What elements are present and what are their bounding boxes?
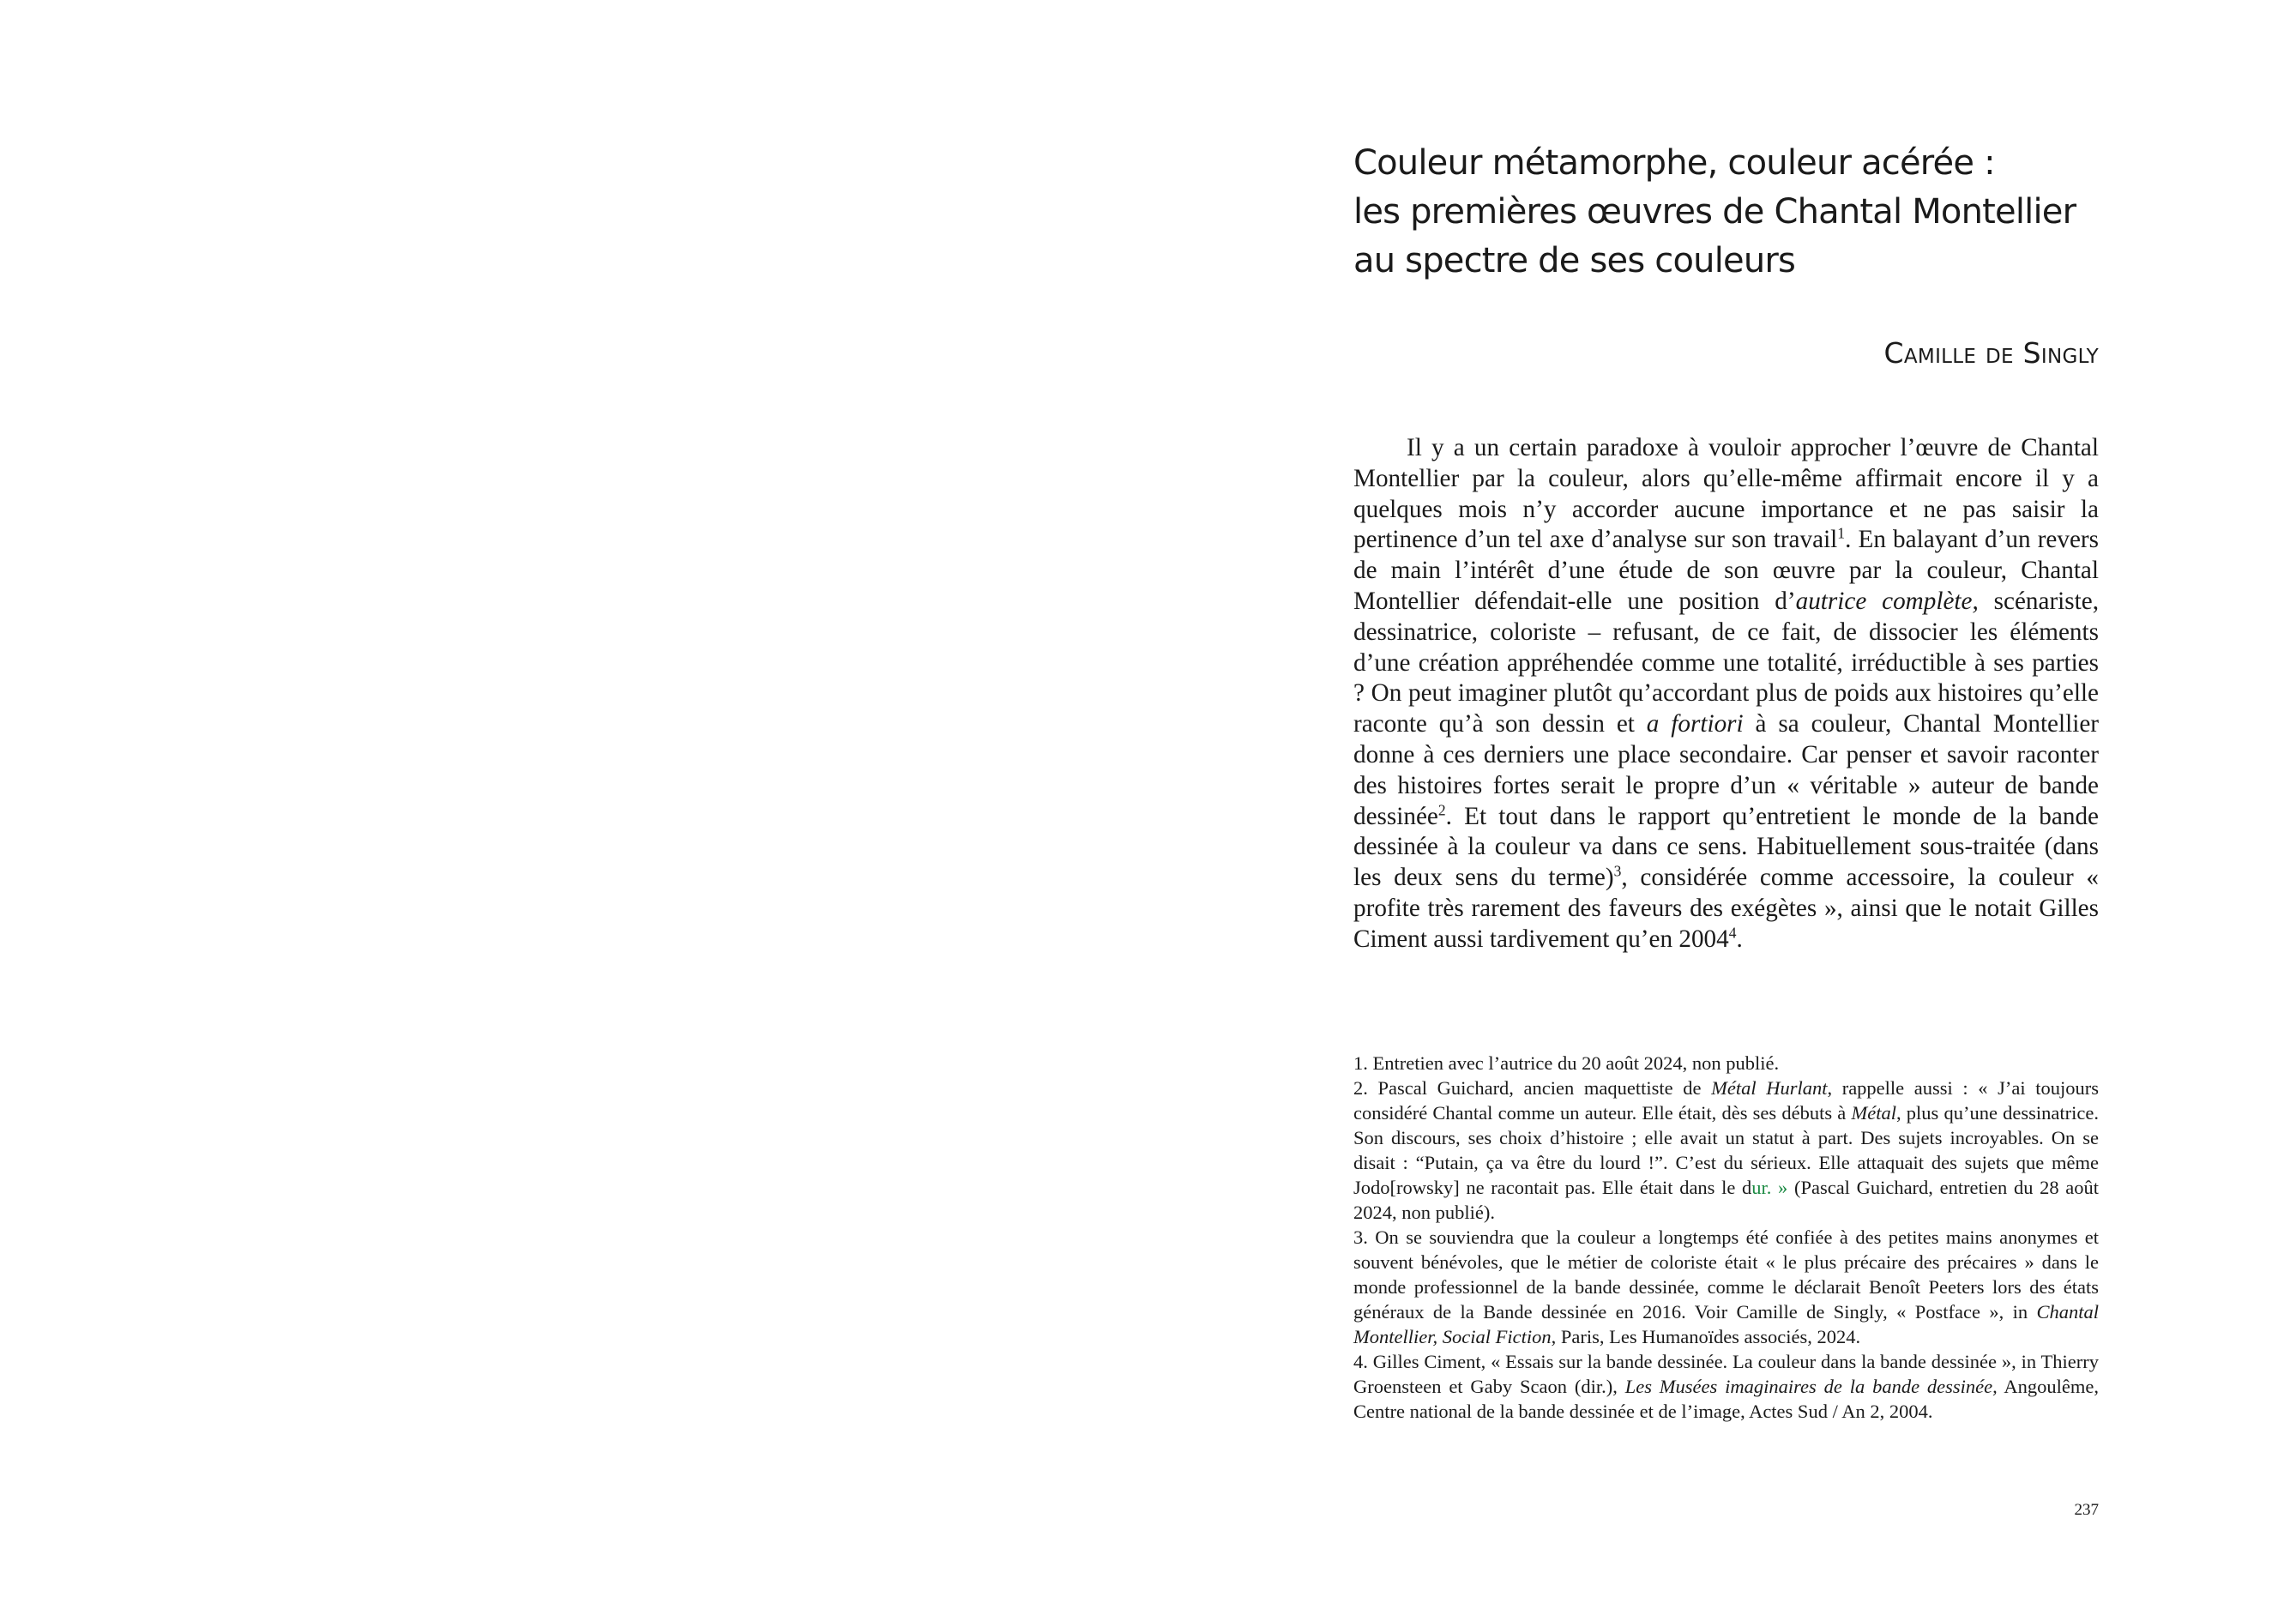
- footnote-text: 3. On se souviendra que la couleur a longtemps été confiée à des petites mains anonymes et souvent bénévoles, que le métier de coloriste était « le plus précaire des précaires » dans le monde professionnel de la bande dessinée, comme le déclarait Benoît Peeters lors des états généraux de la Bande dessinée en 2016. Voir Camille de Singly, « Postface », in: [1353, 1226, 2099, 1323]
- page-number: 237: [2074, 1501, 2099, 1519]
- footnote-italic: Métal: [1851, 1102, 1896, 1124]
- body-paragraph: [1353, 433, 2099, 955]
- footnote-italic: Les Musées imaginaires de la bande dessinée,: [1624, 1376, 1998, 1397]
- body-text-segment: scénariste, dessinatrice, coloriste – refusant, de ce fait, de dissocier les éléments d’une création appréhendée comme une totalité, irréductible à ses parties ? On peut imaginer plutôt qu’accordant plus de poids aux histoires qu’elle raconte qu’à son dessin et: [1353, 587, 2100, 738]
- right-page: [1148, 0, 2296, 1621]
- footnote-4: [1353, 1349, 2099, 1424]
- footnote-ref-3: 3: [1613, 862, 1622, 880]
- footnote-ref-4: 4: [1728, 924, 1737, 942]
- chapter-title: [1353, 139, 2099, 286]
- author-name: Camille de Singly: [1883, 336, 2099, 370]
- footnote-text: , plus qu’une dessinatrice. Son discours, ses choix d’histoire ; elle avait un statut à part. Des sujets incroyables. On se disait : “Putain, ça va être du lourd !”. C’est du sérieux. Elle attaquait des sujets que même Jodo[rowsky] ne racontait pas. Elle était dans le d: [1353, 1102, 2099, 1198]
- footnotes: [1353, 1051, 2099, 1424]
- footnote-italic: Chantal Montellier, Social Fiction: [1353, 1301, 2099, 1347]
- footnote-text: , Paris, Les Humanoïdes associés, 2024.: [1551, 1326, 1861, 1347]
- footnote-text: Angoulême, Centre national de la bande dessinée et de l’image, Actes Sud / An 2, 2004.: [1353, 1376, 2100, 1422]
- footnote-3: [1353, 1225, 2099, 1349]
- title-line-2: les premières œuvres de Chantal Montellier: [1353, 192, 2076, 232]
- title-line-1: Couleur métamorphe, couleur acérée :: [1353, 143, 1995, 183]
- footnote-italic: Métal Hurlant: [1711, 1077, 1828, 1099]
- title-line-3: au spectre de ses couleurs: [1353, 241, 1796, 280]
- footnote-text: 4. Gilles Ciment, « Essais sur la bande dessinée. La couleur dans la bande dessinée », in Thierry Groensteen et Gaby Scaon (dir.),: [1353, 1351, 2099, 1397]
- footnote-1: 1. Entretien avec l’autrice du 20 août 2024, non publié.: [1353, 1052, 1780, 1074]
- footnote-2: [1353, 1076, 2099, 1225]
- body-italic: a fortiori: [1646, 710, 1744, 738]
- body-text-segment: .: [1736, 925, 1743, 953]
- body-text-segment: Il y a un certain paradoxe à vouloir approcher l’œuvre de Chantal Montellier par la couleur, alors qu’elle-même affirmait encore il y a quelques mois n’y accorder aucune importance et ne pas saisir la pertinence d’un tel axe d’analyse sur son travail: [1353, 434, 2099, 554]
- body-italic: autrice complète,: [1795, 587, 1979, 615]
- footnote-ref-2: 2: [1437, 800, 1446, 818]
- footnote-ref-1: 1: [1837, 524, 1846, 542]
- footnote-highlight: ur. »: [1751, 1177, 1788, 1198]
- footnote-text: 2. Pascal Guichard, ancien maquettiste de: [1353, 1077, 1712, 1099]
- body-text-segment: à sa couleur, Chantal Montellier donne à ces derniers une place secondaire. Car penser et savoir raconter des histoires fortes serait le propre d’un « véritable » auteur de bande dessinée: [1353, 710, 2100, 830]
- body-text-segment: , considérée comme accessoire, la couleur « profite très rarement des faveurs des exégètes », ainsi que le notait Gilles Ciment aussi tardivement qu’en 2004: [1353, 864, 2099, 953]
- footnote-text: , rappelle aussi : « J’ai toujours considéré Chantal comme un auteur. Elle était, dès ses débuts à: [1353, 1077, 2099, 1124]
- body-text-segment: . En balayant d’un revers de main l’intérêt d’une étude de son œuvre par la couleur, Chantal Montellier défendait-elle une position d’: [1353, 526, 2099, 615]
- body-text-segment: . Et tout dans le rapport qu’entretient le monde de la bande dessinée à la couleur va dans ce sens. Habituellement sous-traitée (dans les deux sens du terme): [1353, 802, 2099, 892]
- footnote-text: (Pascal Guichard, entretien du 28 août 2024, non publié).: [1353, 1177, 2099, 1223]
